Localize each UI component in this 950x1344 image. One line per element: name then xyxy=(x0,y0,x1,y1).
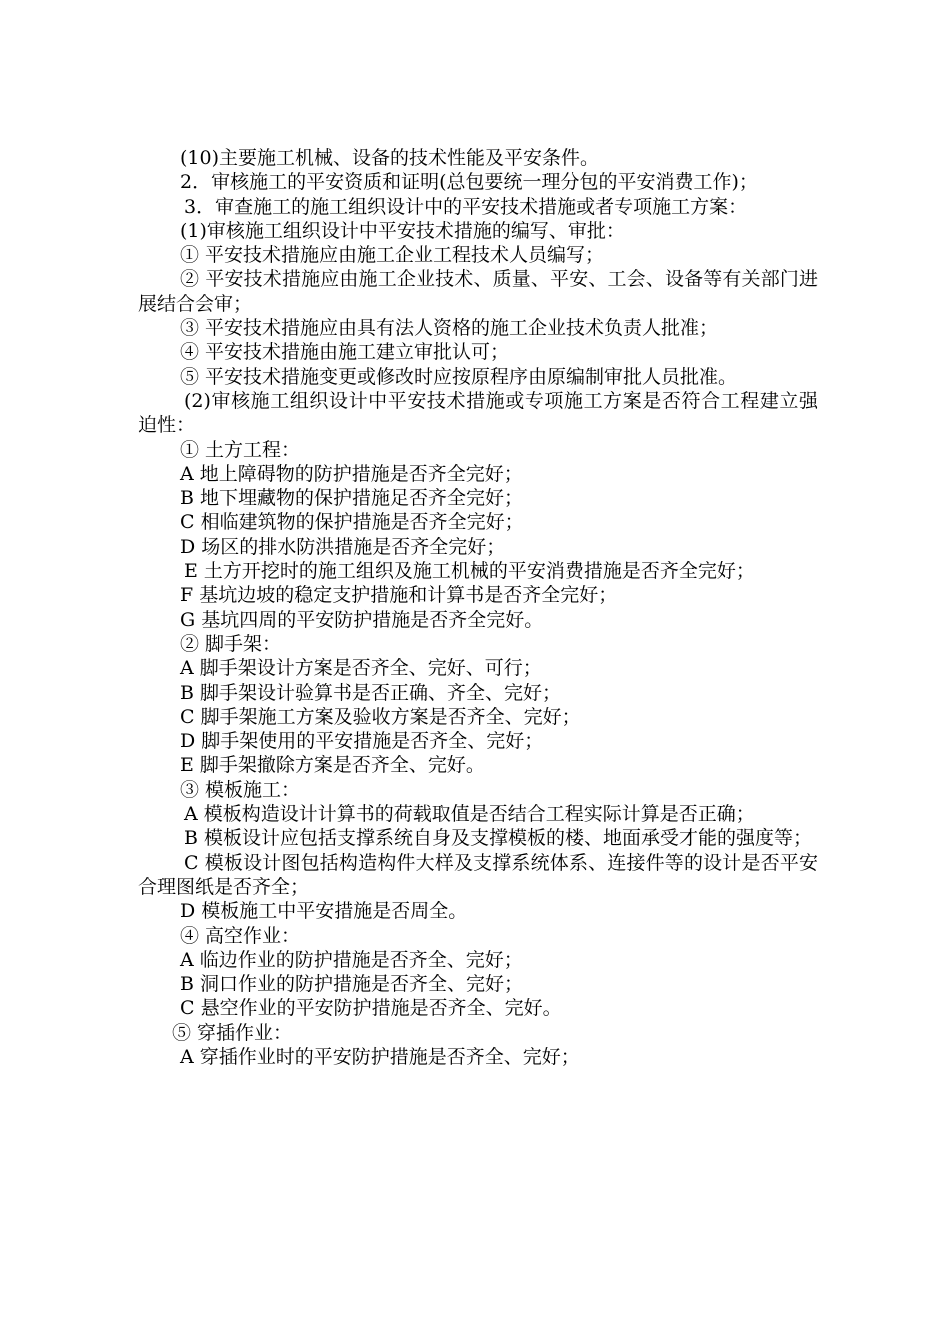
paragraph: 2．审核施工的平安资质和证明(总包要统一理分包的平安消费工作)； xyxy=(180,171,758,194)
paragraph: A 模板构造设计计算书的荷载取值是否结合工程实际计算是否正确； xyxy=(184,803,755,826)
paragraph: ⑤ 平安技术措施变更或修改时应按原程序由原编制审批人员批准。 xyxy=(180,365,738,388)
paragraph: 3．审查施工的施工组织设计中的平安技术措施或者专项施工方案： xyxy=(184,195,748,218)
paragraph: B 洞口作业的防护措施是否齐全、完好； xyxy=(180,973,524,996)
paragraph: ① 平安技术措施应由施工企业工程技术人员编写； xyxy=(180,244,605,267)
paragraph: ④ 高空作业： xyxy=(180,924,301,947)
paragraph: D 场区的排水防洪措施是否齐全完好； xyxy=(180,535,506,558)
paragraph: ③ 模板施工： xyxy=(180,778,301,801)
paragraph: C 脚手架施工方案及验收方案是否齐全、完好； xyxy=(180,705,581,728)
paragraph: D 脚手架使用的平安措施是否齐全、完好； xyxy=(180,730,544,753)
paragraph: (10)主要施工机械、设备的技术性能及平安条件。 xyxy=(180,147,600,169)
paragraph: ⑤ 穿插作业： xyxy=(172,1021,293,1044)
paragraph: F 基坑边坡的稳定支护措施和计算书是否齐全完好； xyxy=(180,584,618,607)
paragraph: ① 土方工程： xyxy=(180,438,301,461)
paragraph: C 相临建筑物的保护措施是否齐全完好； xyxy=(180,511,524,534)
paragraph: (1)审核施工组织设计中平安技术措施的编写、审批： xyxy=(180,219,625,242)
paragraph: E 脚手架撤除方案是否齐全、完好。 xyxy=(180,754,485,777)
paragraph: C 悬空作业的平安防护措施是否齐全、完好。 xyxy=(180,997,562,1020)
paragraph: ④ 平安技术措施由施工建立审批认可； xyxy=(180,341,510,364)
paragraph: A 临边作业的防护措施是否齐全、完好； xyxy=(180,948,523,971)
paragraph: C 模板设计图包括构造构件大样及支撑系统体系、连接件等的设计是否平安合理图纸是否齐全； xyxy=(138,851,818,898)
paragraph: (2)审核施工组织设计中平安技术措施或专项施工方案是否符合工程建立强迫性： xyxy=(138,389,818,437)
paragraph: E 土方开挖时的施工组织及施工机械的平安消费措施是否齐全完好； xyxy=(184,560,755,583)
paragraph: B 地下埋藏物的保护措施足否齐全完好； xyxy=(180,487,524,510)
document-body xyxy=(138,146,818,1069)
paragraph: ③ 平安技术措施应由具有法人资格的施工企业技术负责人批准； xyxy=(180,317,719,340)
paragraph: A 地上障碍物的防护措施是否齐全完好； xyxy=(180,462,523,485)
paragraph: A 穿插作业时的平安防护措施是否齐全、完好； xyxy=(180,1045,580,1068)
paragraph: ② 脚手架： xyxy=(180,632,282,655)
paragraph: D 模板施工中平安措施是否周全。 xyxy=(180,900,468,923)
paragraph: A 脚手架设计方案是否齐全、完好、可行； xyxy=(180,657,542,680)
paragraph: B 模板设计应包括支撑系统自身及支撑模板的楼、地面承受才能的强度等； xyxy=(184,827,813,850)
paragraph: B 脚手架设计验算书是否正确、齐全、完好； xyxy=(180,681,562,704)
paragraph: G 基坑四周的平安防护措施是否齐全完好。 xyxy=(180,608,544,631)
paragraph: ② 平安技术措施应由施工企业技术、质量、平安、工会、设备等有关部门进展结合会审； xyxy=(138,268,818,315)
